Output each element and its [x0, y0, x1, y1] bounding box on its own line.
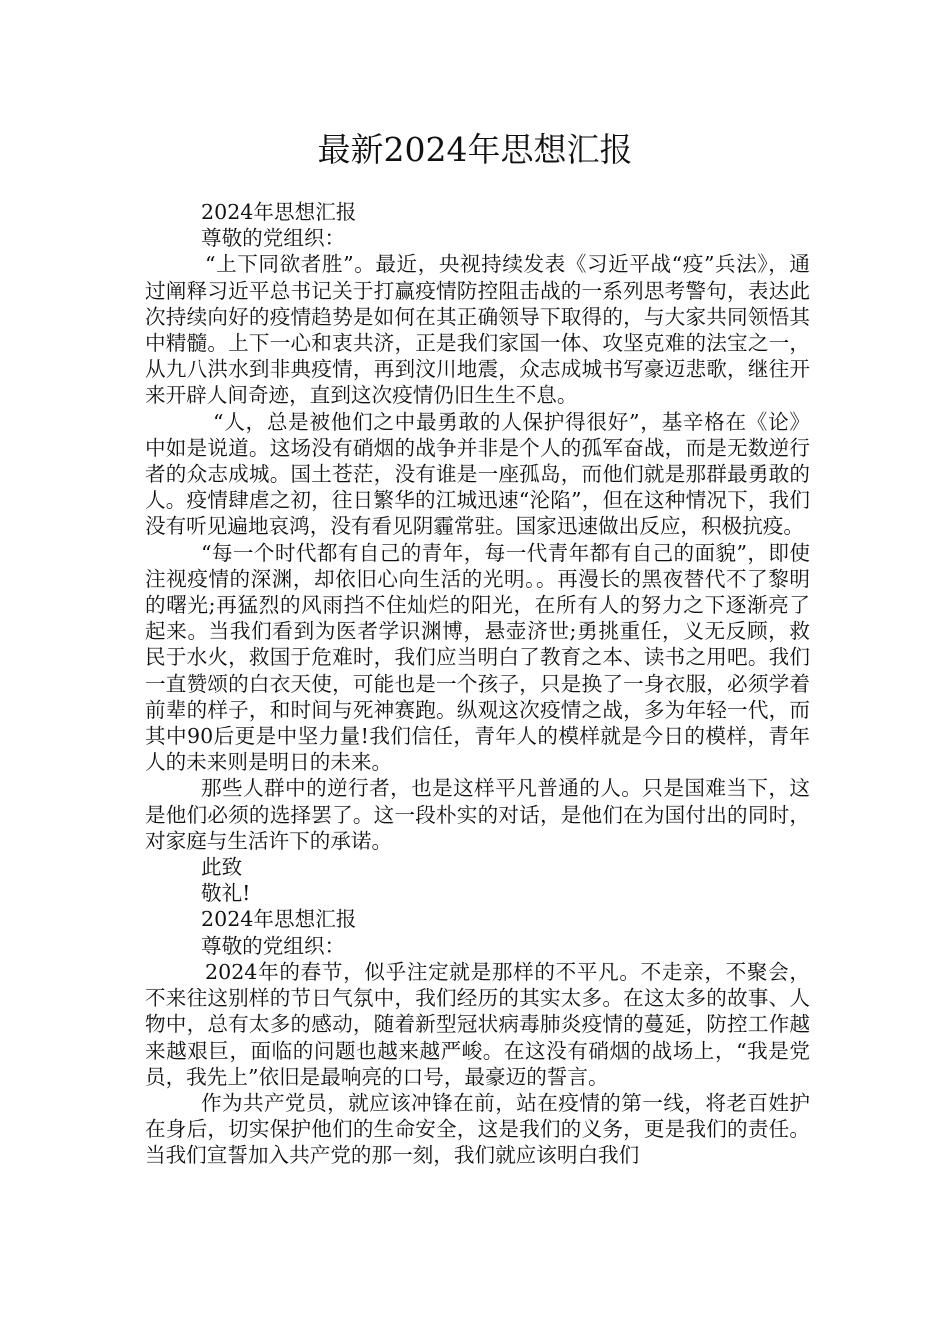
body-paragraph: 那些人群中的逆行者，也是这样平凡普通的人。只是国难当下，这是他们必须的选择罢了。这一段朴实的对话，是他们在为国付出的同时，对家庭与生活许下的承诺。: [145, 776, 810, 853]
salutation: 尊敬的党组织：: [201, 933, 346, 958]
report-heading: 2024年思想汇报: [201, 907, 357, 932]
body-paragraph: 2024年的春节，似乎注定就是那样的不平凡。不走亲，不聚会，不来往这别样的节日气氛中，我们经历的其实太多。在这太多的故事、人物中，总有太多的感动，随着新型冠状病毒肺炎疫情的蔓延，防控工作越来越艰巨，面临的问题也越来越严峻。在这没有硝烟的战场上，“我是党员，我先上”依旧是最响亮的口号，最豪迈的誓言。: [145, 959, 810, 1089]
document-title: 最新2024年思想汇报: [317, 130, 633, 169]
body-paragraph: 作为共产党员，就应该冲锋在前，站在疫情的第一线，将老百姓护在身后，切实保护他们的生命安全，这是我们的义务，更是我们的责任。当我们宣誓加入共产党的那一刻，我们就应该明白我们: [145, 1090, 810, 1168]
salutation: 尊敬的党组织：: [201, 226, 346, 251]
document-body: [145, 199, 810, 1169]
closing-line: 敬礼!: [201, 881, 251, 906]
closing-line: 此致: [201, 855, 243, 880]
report-heading: 2024年思想汇报: [201, 200, 357, 224]
body-paragraph: “人，总是被他们之中最勇敢的人保护得很好”，基辛格在《论》中如是说道。这场没有硝烟的战争并非是个人的孤军奋战，而是无数逆行者的众志成城。国土苍茫，没有谁是一座孤岛，而他们就是那群最勇敢的人。疫情肆虐之初，往日繁华的江城迅速“沦陷”，但在这种情况下，我们没有听见遍地哀鸿，没有看见阴霾常驻。国家迅速做出反应，积极抗疫。: [145, 409, 810, 539]
body-paragraph: “每一个时代都有自己的青年，每一代青年都有自己的面貌”，即使注视疫情的深渊，却依旧心向生活的光明。。再漫长的黑夜替代不了黎明的曙光;再猛烈的风雨挡不住灿烂的阳光，在所有人的努力之下逐渐亮了起来。当我们看到为医者学识渊博，悬壶济世;勇挑重任，义无反顾，救民于水火，救国于危难时，我们应当明白了教育之本、读书之用吧。我们一直赞颂的白衣天使，可能也是一个孩子，只是换了一身衣服，必须学着前辈的样子，和时间与死神赛跑。纵观这次疫情之战，多为年轻一代，而其中90后更是中坚力量!我们信任，青年人的模样就是今日的模样，青年人的未来则是明日的未来。: [145, 540, 810, 775]
body-paragraph: “上下同欲者胜”。最近，央视持续发表《习近平战“疫”兵法》，通过阐释习近平总书记关于打赢疫情防控阻击战的一系列思考警句，表达此次持续向好的疫情趋势是如何在其正确领导下取得的，与大家共同领悟其中精髓。上下一心和衷共济，正是我们家国一体、攻坚克难的法宝之一，从九八洪水到非典疫情，再到汶川地震，众志成城书写豪迈悲歌，继往开来开辟人间奇迹，直到这次疫情仍旧生生不息。: [145, 252, 810, 408]
